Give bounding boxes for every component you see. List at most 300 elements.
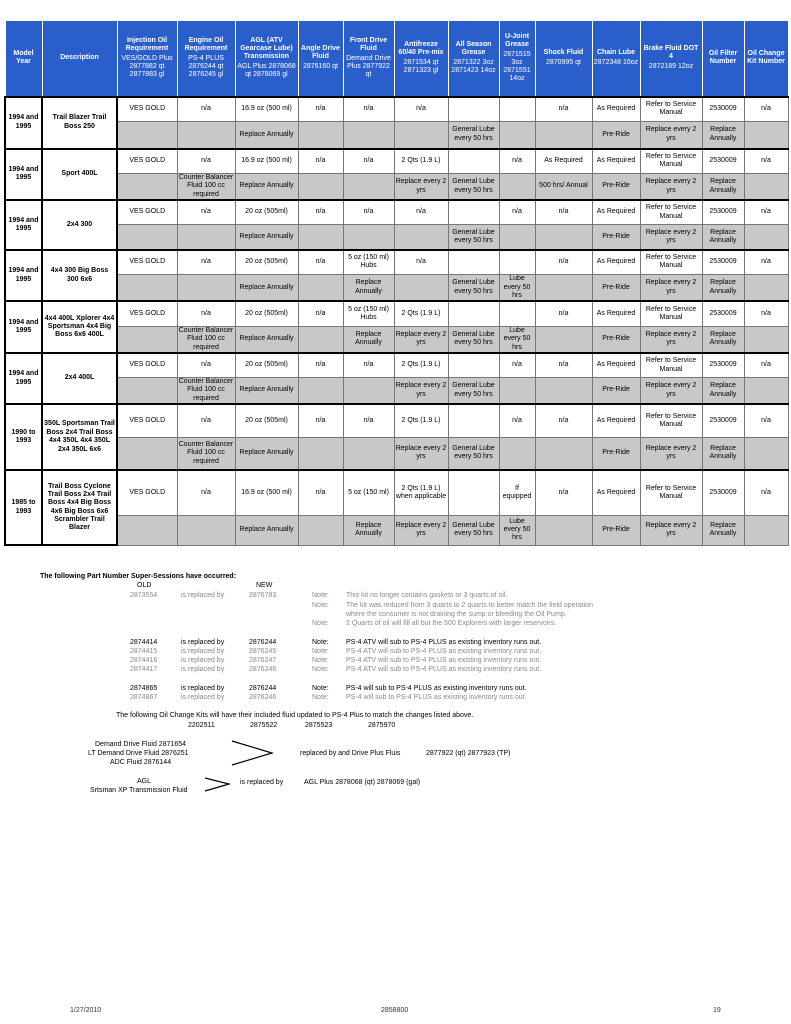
model-year-cell: 1994 and 1995 [5, 301, 42, 353]
new-column-label: NEW [256, 582, 273, 589]
table-cell: Refer to Service Manual [640, 200, 702, 225]
table-cell: Replace every 2 yrs [640, 378, 702, 405]
table-cell: Replace Annually [702, 515, 744, 545]
table-cell: Replace Annually [235, 437, 298, 470]
column-header-part-numbers: PS-4 PLUS 2876244 qt 2876245 gl [188, 55, 224, 79]
new-part-number: 2876783 [249, 592, 277, 599]
column-header-part-numbers: 2872189 12oz [648, 63, 694, 71]
table-cell [394, 122, 448, 149]
note-label: Note: [312, 620, 329, 627]
table-cell [298, 174, 343, 201]
table-cell: Replace every 2 yrs [640, 174, 702, 201]
table-cell [499, 97, 535, 122]
table-cell: n/a [535, 301, 592, 326]
table-cell: 500 hrs/ Annual [535, 174, 592, 201]
table-cell: As Required [535, 149, 592, 174]
table-cell: Replace every 2 yrs [640, 515, 702, 545]
table-cell [177, 275, 235, 302]
lubrication-table [4, 20, 789, 546]
table-cell: 20 oz (505ml) [235, 353, 298, 378]
table-cell [298, 515, 343, 545]
table-cell [535, 122, 592, 149]
table-cell: Lube every 50 hrs [499, 326, 535, 353]
table-cell: n/a [744, 353, 788, 378]
new-part-number: 2876244 [249, 639, 277, 646]
new-part-number: 2876247 [249, 657, 277, 664]
column-header-label: Brake Fluid DOT 4 [643, 45, 699, 61]
table-cell: Pre-Ride [592, 225, 640, 250]
table-cell [298, 437, 343, 470]
replaced-by-text: is replaced by [181, 666, 225, 673]
table-cell [298, 122, 343, 149]
table-cell: n/a [298, 97, 343, 122]
column-header-label: Oil Change Kit Number [747, 50, 785, 66]
table-row [5, 200, 788, 225]
table-cell: As Required [592, 301, 640, 326]
note-label: Note: [312, 666, 329, 673]
table-header-row [5, 21, 788, 97]
description-cell: 2x4 400L [42, 353, 117, 404]
note-label: Note: [312, 639, 329, 646]
note-text: PS-4 ATV will sub to PS-4 PLUS as existing inventory runs out. [346, 666, 542, 673]
table-cell [744, 174, 788, 201]
table-cell: Replace every 2 yrs [640, 122, 702, 149]
replaced-by-text: is replaced by [181, 694, 225, 701]
note-text: This kit no longer contains gaskets or 3 quarts of oil. [346, 592, 508, 599]
column-header-label: Antifreeze 60/40 Pre-mix [398, 41, 444, 57]
column-header [343, 21, 394, 97]
demand-replaced-text: replaced by and Drive Plus Fluis [300, 750, 401, 757]
replaced-by-text: is replaced by [181, 685, 225, 692]
table-cell [744, 326, 788, 353]
table-cell [744, 225, 788, 250]
column-header [117, 21, 177, 97]
column-header [448, 21, 499, 97]
description-cell: 4x4 300 Big Boss 300 6x6 [42, 250, 117, 302]
table-cell: 5 oz (150 ml) [343, 470, 394, 515]
table-cell [499, 122, 535, 149]
table-cell [535, 275, 592, 302]
note-text: The kit was reduced from 3 quarts to 2 quarts to better match the field operation [346, 602, 594, 609]
table-cell: Replace Annually [235, 225, 298, 250]
column-header [702, 21, 744, 97]
table-cell: n/a [744, 470, 788, 515]
column-header [535, 21, 592, 97]
column-header-label: Engine Oil Requirement [184, 37, 228, 53]
table-cell: Replace every 2 yrs [640, 275, 702, 302]
table-cell: 20 oz (505ml) [235, 301, 298, 326]
old-part-number: 2874865 [130, 685, 158, 692]
table-cell [117, 515, 177, 545]
table-cell [499, 378, 535, 405]
table-cell: 5 oz (150 ml) Hubs [343, 301, 394, 326]
table-cell: n/a [298, 200, 343, 225]
table-cell: n/a [298, 149, 343, 174]
table-cell: Refer to Service Manual [640, 301, 702, 326]
table-cell: Replace Annually [702, 378, 744, 405]
table-cell: VES GOLD [117, 97, 177, 122]
table-cell: Replace every 2 yrs [394, 437, 448, 470]
table-cell: n/a [535, 97, 592, 122]
description-cell: 4x4 400L Xplorer 4x4 Sportsman 4x4 Big Boss 6x6 400L [42, 301, 117, 353]
column-header-label: All Season Grease [455, 41, 492, 57]
table-cell [535, 326, 592, 353]
table-cell [117, 437, 177, 470]
table-cell: As Required [592, 200, 640, 225]
demand-drive-fluid: Demand Drive Fluid 2871654 [95, 741, 187, 748]
table-cell [343, 437, 394, 470]
column-header [592, 21, 640, 97]
table-cell [298, 225, 343, 250]
table-cell [177, 122, 235, 149]
table-cell: n/a [298, 353, 343, 378]
table-cell: Refer to Service Manual [640, 97, 702, 122]
table-cell: n/a [298, 470, 343, 515]
table-cell: n/a [499, 200, 535, 225]
table-cell: Counter Balancer Fluid 100 cc required [177, 326, 235, 353]
table-cell [298, 275, 343, 302]
table-cell [535, 378, 592, 405]
table-cell: Counter Balancer Fluid 100 cc required [177, 437, 235, 470]
old-part-number: 2874867 [130, 694, 158, 701]
column-header-part-numbers: Demand Drive Plus 2877922 qt [346, 55, 391, 79]
column-header [298, 21, 343, 97]
table-cell [343, 378, 394, 405]
table-cell: Refer to Service Manual [640, 404, 702, 437]
new-part-number: 2876245 [249, 648, 277, 655]
table-cell: General Lube every 50 hrs [448, 122, 499, 149]
column-header-part-numbers: AGL Plus 2878068 qt 2878069 gl [237, 63, 296, 79]
table-cell: 16.9 oz (500 ml) [235, 470, 298, 515]
table-cell: Replace Annually [235, 275, 298, 302]
table-cell: n/a [343, 353, 394, 378]
model-year-cell: 1990 to 1993 [5, 404, 42, 470]
note-text: 2 Quarts of oil will fill all but the 500 Explorers with larger reservoirs. [346, 620, 557, 627]
note-label: Note: [312, 648, 329, 655]
table-cell: Lube every 50 hrs [499, 275, 535, 302]
column-header [640, 21, 702, 97]
table-cell: As Required [592, 470, 640, 515]
table-cell [744, 378, 788, 405]
table-cell: Replace every 2 yrs [640, 326, 702, 353]
table-cell: Replace Annually [235, 378, 298, 405]
table-cell: Replace every 2 yrs [394, 515, 448, 545]
bracket-arrow-icon [230, 738, 276, 768]
table-cell: Replace Annually [702, 326, 744, 353]
table-cell: n/a [343, 404, 394, 437]
table-cell: Pre-Ride [592, 515, 640, 545]
table-cell: Counter Balancer Fluid 100 cc required [177, 378, 235, 405]
table-cell [448, 353, 499, 378]
table-cell: n/a [298, 250, 343, 275]
table-cell: n/a [499, 353, 535, 378]
supersessions-heading: The following Part Number Super-Sessions have occurred: [40, 573, 237, 580]
table-cell: Replace Annually [343, 326, 394, 353]
table-cell: Replace every 2 yrs [640, 437, 702, 470]
table-cell: As Required [592, 149, 640, 174]
table-cell [499, 250, 535, 275]
old-part-number: 2874417 [130, 666, 158, 673]
column-header-label: Description [60, 54, 99, 62]
footer-date: 1/27/2010 [70, 1007, 102, 1014]
table-cell: 2530009 [702, 470, 744, 515]
column-header [499, 21, 535, 97]
table-cell: 2530009 [702, 404, 744, 437]
table-cell: Replace every 2 yrs [394, 378, 448, 405]
table-cell: Pre-Ride [592, 174, 640, 201]
table-cell: Pre-Ride [592, 275, 640, 302]
table-cell: General Lube every 50 hrs [448, 378, 499, 405]
column-header-part-numbers: 2872348 16oz [593, 59, 639, 67]
table-cell [448, 200, 499, 225]
table-cell: 2530009 [702, 149, 744, 174]
sportsman-xp-fluid: Srtsman XP Transmission Fluid [90, 787, 188, 794]
table-cell: VES GOLD [117, 404, 177, 437]
replaced-by-text: is replaced by [181, 639, 225, 646]
table-cell: n/a [394, 97, 448, 122]
table-cell [177, 225, 235, 250]
note-text: PS-4 will sub to PS-4 PLUS as existing inventory runs out. [346, 694, 527, 701]
table-cell: As Required [592, 97, 640, 122]
table-cell [343, 174, 394, 201]
table-cell [117, 122, 177, 149]
agl-new-numbers: AGL Plus 2878068 (qt) 2878069 (gal) [304, 779, 421, 786]
table-cell [448, 301, 499, 326]
table-cell: Replace Annually [235, 326, 298, 353]
agl-replaced-text: is replaced by [240, 779, 284, 786]
kit-number: 2875522 [250, 722, 278, 729]
table-cell: n/a [744, 200, 788, 225]
table-cell: Refer to Service Manual [640, 470, 702, 515]
table-cell: n/a [535, 250, 592, 275]
table-cell: n/a [535, 404, 592, 437]
table-cell: Replace Annually [235, 515, 298, 545]
table-cell: Lube every 50 hrs [499, 515, 535, 545]
table-cell: Refer to Service Manual [640, 250, 702, 275]
table-cell [177, 515, 235, 545]
table-cell: Refer to Service Manual [640, 353, 702, 378]
table-cell [448, 149, 499, 174]
table-cell: 2530009 [702, 353, 744, 378]
table-cell: Pre-Ride [592, 378, 640, 405]
column-header [5, 21, 42, 97]
footer-page-number: 19 [713, 1007, 721, 1014]
table-cell [499, 301, 535, 326]
oil-change-kits-line: The following Oil Change Kits will have their included fluid updated to PS-4 Plus to match the changes listed above. [116, 712, 474, 719]
column-header-label: Angle Drive Fluid [301, 45, 340, 61]
table-cell [343, 225, 394, 250]
column-header [42, 21, 117, 97]
model-year-cell: 1985 to 1993 [5, 470, 42, 545]
table-cell: n/a [177, 97, 235, 122]
description-cell: 350L Sportsman Trail Boss 2x4 Trail Boss 4x4 350L 4x4 350L 2x4 350L 6x6 [42, 404, 117, 470]
table-cell: 16.9 oz (500 ml) [235, 97, 298, 122]
table-cell [343, 122, 394, 149]
table-row [5, 470, 788, 515]
table-cell: n/a [535, 353, 592, 378]
table-cell: VES GOLD [117, 250, 177, 275]
replaced-by-text: is replaced by [181, 648, 225, 655]
table-cell: Replace Annually [343, 275, 394, 302]
table-row [5, 97, 788, 122]
column-header-label: Shock Fluid [543, 49, 584, 57]
table-cell [744, 437, 788, 470]
description-cell: Trail Blazer Trail Boss 250 [42, 97, 117, 149]
table-cell [117, 378, 177, 405]
table-cell: If equipped [499, 470, 535, 515]
table-cell: Replace Annually [702, 174, 744, 201]
column-header [394, 21, 448, 97]
table-row-maintenance [5, 122, 788, 149]
table-cell: Replace Annually [702, 225, 744, 250]
table-cell: 5 oz (150 ml) Hubs [343, 250, 394, 275]
table-cell: n/a [343, 149, 394, 174]
table-row [5, 250, 788, 275]
model-year-cell: 1994 and 1995 [5, 200, 42, 250]
description-cell: 2x4 300 [42, 200, 117, 250]
table-row-maintenance [5, 515, 788, 545]
table-cell: n/a [177, 404, 235, 437]
column-header-part-numbers: 2876160 qt [302, 63, 339, 71]
note-text: PS-4 ATV will sub to PS-4 PLUS as existing inventory runs out. [346, 648, 542, 655]
table-cell: 2530009 [702, 97, 744, 122]
adc-fluid: ADC Fluid 2876144 [110, 759, 172, 766]
table-row [5, 301, 788, 326]
table-cell: 20 oz (505ml) [235, 404, 298, 437]
bracket-arrow-icon [203, 775, 233, 795]
table-cell: n/a [177, 301, 235, 326]
description-cell: Trail Boss Cyclone Trail Boss 2x4 Trail Boss 4x4 Big Boss 4x6 Big Boss 6x6 Scrambler Trail Blazer [42, 470, 117, 545]
table-cell: n/a [343, 200, 394, 225]
table-row-maintenance [5, 275, 788, 302]
old-part-number: 2874415 [130, 648, 158, 655]
table-cell [535, 515, 592, 545]
table-cell: Replace Annually [235, 122, 298, 149]
table-cell: 20 oz (505ml) [235, 250, 298, 275]
table-cell [499, 437, 535, 470]
table-cell: 2 Qts (1.9 L) [394, 301, 448, 326]
table-row-maintenance [5, 174, 788, 201]
table-cell: VES GOLD [117, 470, 177, 515]
table-cell: 20 oz (505ml) [235, 200, 298, 225]
replaced-by-text: is replaced by [181, 592, 225, 599]
table-cell: Replace Annually [702, 437, 744, 470]
table-cell: Replace Annually [702, 275, 744, 302]
column-header-label: Injection Oil Requirement [125, 37, 169, 53]
column-header [744, 21, 788, 97]
column-header-part-numbers: 2871322 3oz 2871423 14oz [451, 59, 496, 75]
column-header [177, 21, 235, 97]
note-label: Note: [312, 602, 329, 609]
table-cell: n/a [535, 470, 592, 515]
table-cell: Replace every 2 yrs [640, 225, 702, 250]
table-cell [535, 225, 592, 250]
table-cell [744, 275, 788, 302]
column-header-label: Chain Lube [596, 49, 636, 57]
table-row-maintenance [5, 326, 788, 353]
table-cell: Refer to Service Manual [640, 149, 702, 174]
table-row-maintenance [5, 225, 788, 250]
table-row-maintenance [5, 378, 788, 405]
table-cell: 2 Qts (1.9 L) when applicable [394, 470, 448, 515]
new-part-number: 2876246 [249, 666, 277, 673]
table-cell: n/a [394, 250, 448, 275]
note-label: Note: [312, 685, 329, 692]
table-cell: VES GOLD [117, 301, 177, 326]
model-year-cell: 1994 and 1995 [5, 250, 42, 302]
table-cell: n/a [298, 301, 343, 326]
column-header-part-numbers: VES/GOLD Plus 2877882 qt 2877883 gl [121, 55, 173, 79]
column-header-label: Model Year [13, 50, 34, 66]
table-cell [448, 250, 499, 275]
table-cell: VES GOLD [117, 200, 177, 225]
table-cell: VES GOLD [117, 353, 177, 378]
table-row [5, 404, 788, 437]
table-row [5, 353, 788, 378]
table-row-maintenance [5, 437, 788, 470]
table-cell: General Lube every 50 hrs [448, 326, 499, 353]
table-cell [499, 225, 535, 250]
table-cell [117, 275, 177, 302]
kit-number: 2875523 [305, 722, 333, 729]
table-cell: n/a [535, 200, 592, 225]
table-cell: Counter Balancer Fluid 100 cc required [177, 174, 235, 201]
table-cell: n/a [744, 149, 788, 174]
table-cell: General Lube every 50 hrs [448, 174, 499, 201]
old-column-label: OLD [137, 582, 152, 589]
table-cell: 16.9 oz (500 ml) [235, 149, 298, 174]
old-part-number: 2874416 [130, 657, 158, 664]
column-header-part-numbers: 2870995 qt [545, 59, 582, 67]
model-year-cell: 1994 and 1995 [5, 97, 42, 149]
footer-doc-number: 2858800 [381, 1007, 409, 1014]
new-part-number: 2876246 [249, 694, 277, 701]
demand-new-numbers: 2877922 (qt) 2877923 (TP) [426, 750, 511, 757]
table-cell: n/a [499, 404, 535, 437]
column-header [235, 21, 298, 97]
table-cell: n/a [744, 97, 788, 122]
table-cell: Pre-Ride [592, 437, 640, 470]
table-cell: n/a [394, 200, 448, 225]
table-cell [394, 275, 448, 302]
table-cell: VES GOLD [117, 149, 177, 174]
table-cell: n/a [298, 404, 343, 437]
table-cell: 2530009 [702, 301, 744, 326]
column-header-label: Oil Filter Number [708, 50, 738, 66]
table-cell [394, 225, 448, 250]
table-cell: As Required [592, 250, 640, 275]
column-header-part-numbers: 2871534 qt 2871323 gl [403, 59, 439, 75]
table-cell: n/a [177, 470, 235, 515]
note-text: PS-4 ATV will sub to PS-4 PLUS as existing inventory runs out. [346, 639, 542, 646]
table-cell [744, 515, 788, 545]
table-cell: 2 Qts (1.9 L) [394, 149, 448, 174]
note-label: Note: [312, 657, 329, 664]
table-cell: Replace every 2 yrs [394, 326, 448, 353]
note-text: PS-4 will sub to PS-4 PLUS as existing inventory runs out. [346, 685, 527, 692]
table-cell [298, 326, 343, 353]
old-part-number: 2873554 [130, 592, 158, 599]
table-cell [117, 225, 177, 250]
table-cell: Replace Annually [702, 122, 744, 149]
table-cell: 2530009 [702, 250, 744, 275]
kit-number: 2875970 [368, 722, 396, 729]
table-row [5, 149, 788, 174]
model-year-cell: 1994 and 1995 [5, 353, 42, 404]
table-cell: n/a [499, 149, 535, 174]
lt-demand-drive-fluid: LT Demand Drive Fluid 2876251 [88, 750, 189, 757]
table-cell: Pre-Ride [592, 326, 640, 353]
